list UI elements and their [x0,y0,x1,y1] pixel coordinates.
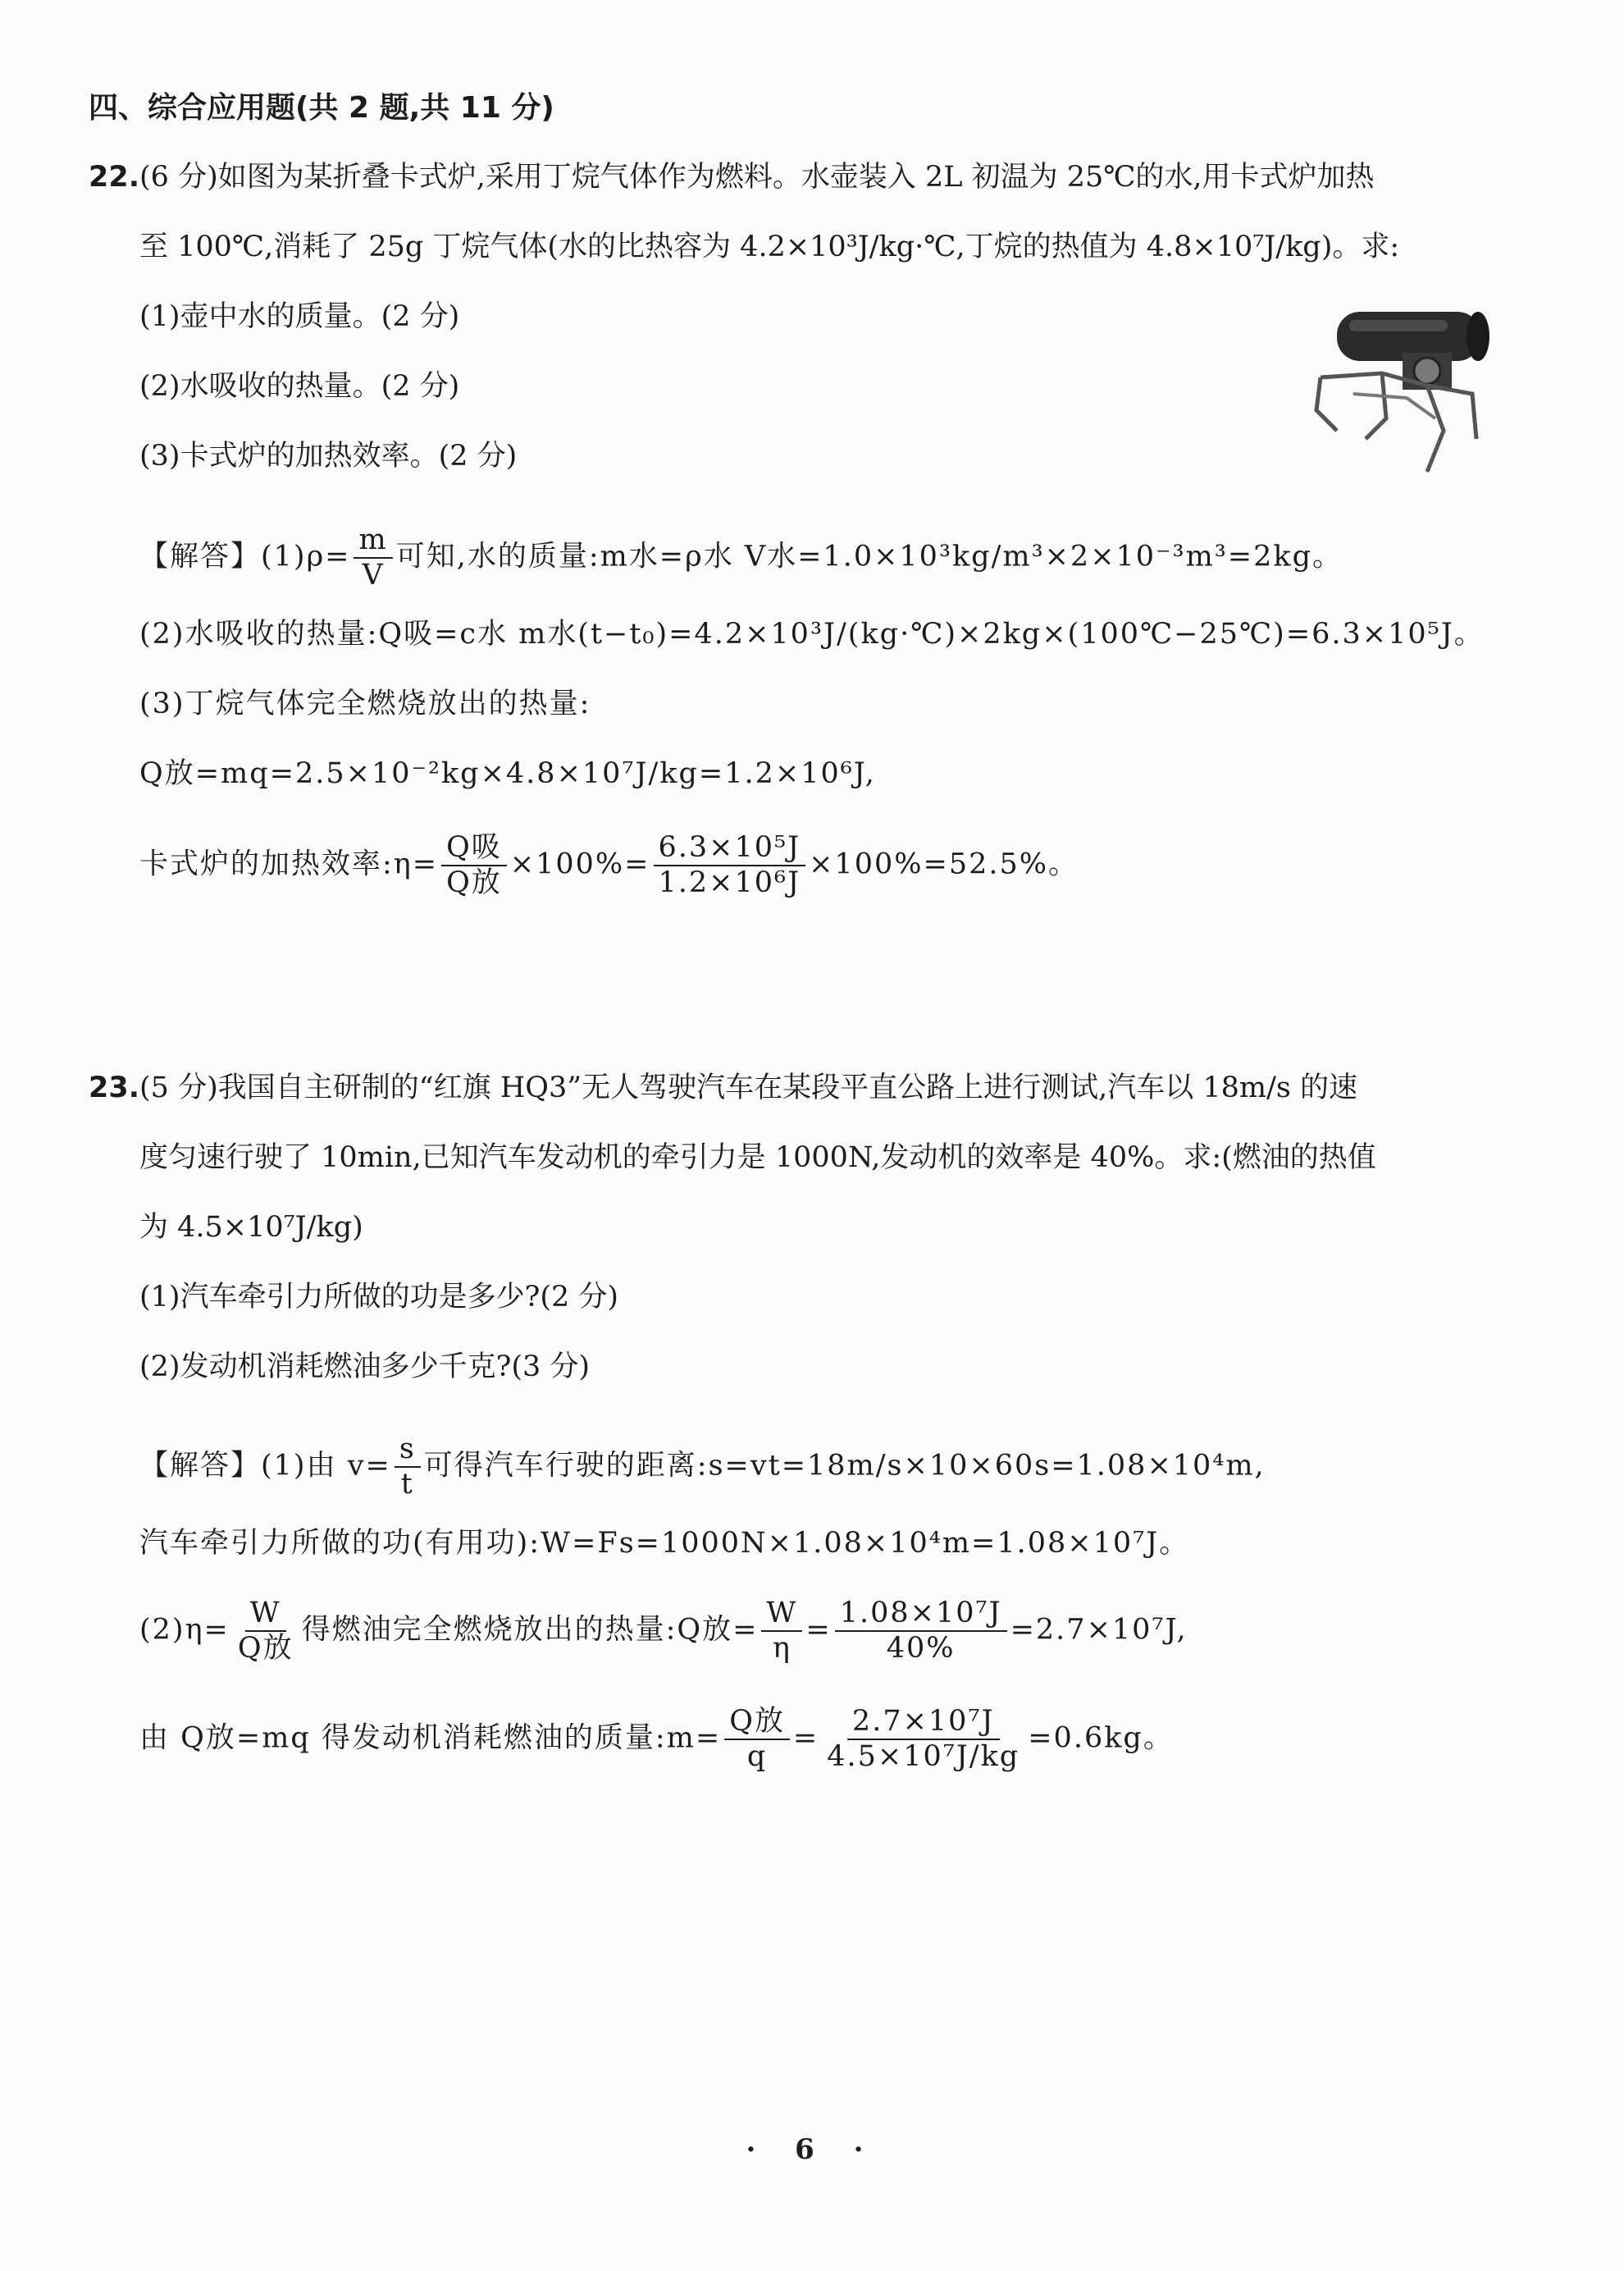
efficiency-fraction [233,1598,299,1664]
q22-line2: 至 100℃,消耗了 25g 丁烷气体(水的比热容为 4.2×10³J/kg·℃,丁烷的热值为 4.8×10⁷J/kg)。求: [139,231,1400,263]
fraction-denominator: 1.2×10⁶J [658,866,801,899]
speed-fraction [395,1434,421,1500]
heat-value-fraction [835,1598,1007,1664]
fraction-numerator: W [245,1598,286,1632]
q22-answer-5-lead: 卡式炉的加热效率:η= [139,848,439,881]
fraction-denominator: 4.5×10⁷J/kg [827,1739,1020,1773]
mass-fraction [724,1707,790,1772]
q23-text-1: (5 分)我国自主研制的“红旗 HQ3”无人驾驶汽车在某段平直公路上进行测试,汽车以 18m/s 的速 [139,1072,1357,1104]
q22-answer-1-lead: 【解答】(1)ρ= [139,540,351,573]
q22-sub2: (2)水吸收的热量。(2 分) [139,370,460,403]
fraction-denominator: 40% [886,1631,956,1665]
q23-line2: 度匀速行驶了 10min,已知汽车发动机的牵引力是 1000N,发动机的效率是 40%。求:(燃油的热值 [139,1141,1376,1174]
q23-answer-3 [139,1598,1188,1664]
q22-answer-4: Q放=mq=2.5×10⁻²kg×4.8×10⁷J/kg=1.2×10⁶J, [139,757,876,790]
q23-answer-4-rest: =0.6kg。 [1028,1721,1174,1755]
q23-line1 [89,1071,1357,1105]
q22-sub3: (3)卡式炉的加热效率。(2 分) [139,440,518,473]
q22-answer-3: (3)丁烷气体完全燃烧放出的热量: [139,688,591,720]
efficiency-value-fraction [654,833,806,898]
heat-fraction [761,1598,802,1664]
equals-sign: = [792,1721,819,1755]
q22-answer-5-rest: ×100%=52.5%。 [809,848,1079,881]
fraction-denominator: Q放 [237,1631,294,1665]
fraction-numerator: W [761,1598,802,1632]
q23-answer-3-mid: 得燃油完全燃烧放出的热量:Q放= [301,1613,759,1647]
q22-sub1: (1)壶中水的质量。(2 分) [139,300,460,333]
mass-value-fraction [822,1707,1024,1772]
fraction-numerator: m [354,525,392,559]
q23-answer-4-lead: 由 Q放=mq 得发动机消耗燃油的质量:m= [139,1721,722,1755]
q22-answer-1-rest: 可知,水的质量:m水=ρ水 V水=1.0×10³kg/m³×2×10⁻³m³=2kg。 [395,540,1343,573]
q23-sub2: (2)发动机消耗燃油多少千克?(3 分) [139,1350,591,1383]
q23-answer-1-rest: 可得汽车行驶的距离:s=vt=18m/s×10×60s=1.08×10⁴m, [423,1449,1266,1483]
fraction-numerator: Q放 [724,1707,790,1740]
fraction-numerator: 1.08×10⁷J [835,1598,1007,1632]
fraction-denominator: Q放 [446,866,502,899]
fraction-denominator: q [746,1739,768,1773]
fraction-numerator: Q吸 [441,833,507,866]
q23-answer-4 [139,1707,1174,1772]
fraction-denominator: t [400,1467,414,1501]
page-number: · 6 · [746,2133,878,2166]
density-fraction [354,525,392,591]
q22-line1 [89,160,1375,194]
q23-sub1: (1)汽车牵引力所做的功是多少?(2 分) [139,1281,619,1314]
fraction-numerator: 2.7×10⁷J [847,1707,1000,1740]
q22-text-1: (6 分)如图为某折叠卡式炉,采用丁烷气体作为燃料。水壶装入 2L 初温为 25℃的水,用卡式炉加热 [139,161,1375,194]
q23-number: 23. [89,1072,140,1104]
q22-answer-5-mid: ×100%= [509,848,650,881]
q23-answer-1 [139,1434,1266,1500]
q22-answer-1 [139,525,1343,591]
q23-answer-3-rest: =2.7×10⁷J, [1010,1613,1188,1647]
fraction-numerator: s [395,1434,421,1468]
q23-answer-1-lead: 【解答】(1)由 v= [139,1449,391,1483]
equals-sign: = [805,1613,832,1647]
q23-answer-3-lead: (2)η= [139,1613,230,1647]
q22-answer-5 [139,833,1079,898]
efficiency-fraction [441,833,507,898]
q23-answer-2: 汽车牵引力所做的功(有用功):W=Fs=1000N×1.08×10⁴m=1.08×10⁷J。 [139,1527,1190,1560]
q23-line3: 为 4.5×10⁷J/kg) [139,1211,363,1244]
section-title: 四、综合应用题(共 2 题,共 11 分) [89,91,554,125]
q22-number: 22. [89,161,140,194]
q22-answer-2: (2)水吸收的热量:Q吸=c水 m水(t−t₀)=4.2×10³J/(kg·℃)×2kg×(100℃−25℃)=6.3×10⁵J。 [139,618,1485,651]
fraction-denominator: η [772,1631,791,1665]
fraction-denominator: V [362,558,385,592]
fraction-numerator: 6.3×10⁵J [654,833,806,866]
cassette-stove-image [1304,295,1493,484]
